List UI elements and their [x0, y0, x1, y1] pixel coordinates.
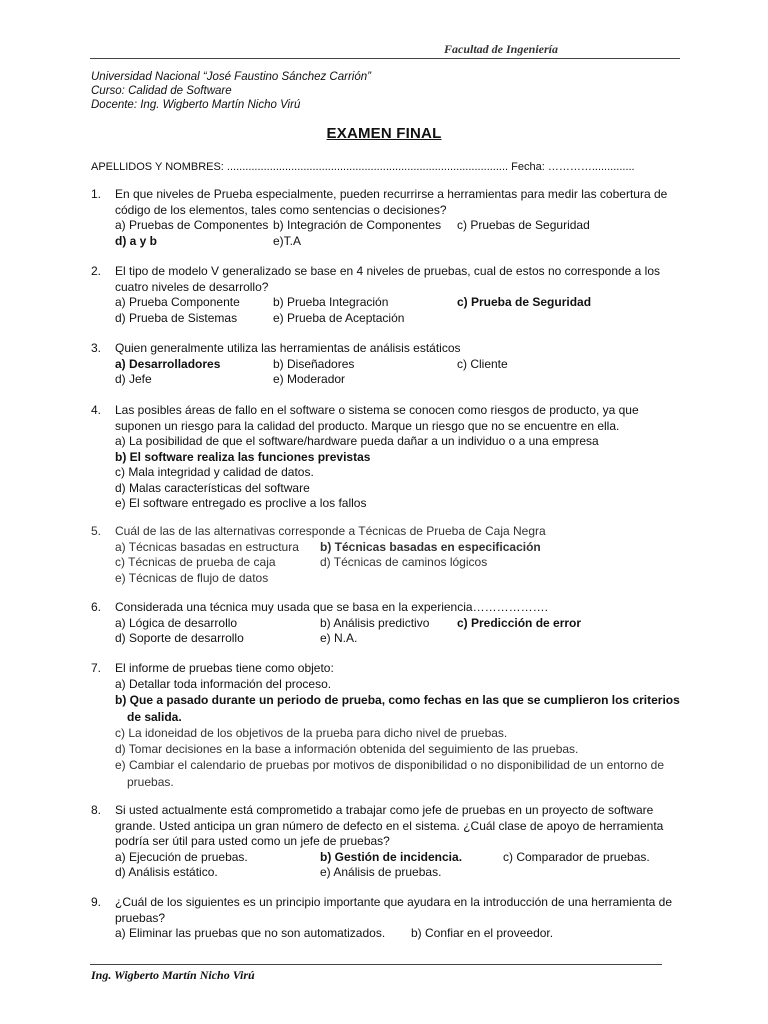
option-a: a) Desarrolladores [115, 356, 221, 371]
header-divider [90, 58, 680, 59]
option-a: a) Detallar toda información del proceso. [115, 676, 332, 691]
option-b: b) Confiar en el proveedor. [411, 926, 554, 940]
question-text: El informe de pruebas tiene como objeto: [115, 661, 334, 675]
option-e: e)T.A [273, 233, 302, 248]
option-c: c) Mala integridad y calidad de datos. [115, 465, 314, 479]
question-number: 6. [91, 600, 102, 614]
footer-divider [90, 964, 662, 965]
question-8 [91, 803, 681, 881]
question-text: En que niveles de Prueba especialmente, pueden recurrirse a herramientas para medir las cobertura de código de los elementos, tales como sentencias o decisiones? [115, 187, 668, 217]
course-name: Curso: Calidad de Software [91, 85, 232, 97]
option-c: c) La idoneidad de los objetivos de la prueba para dicho nivel de pruebas. [115, 726, 508, 740]
option-d: d) Prueba de Sistemas [115, 310, 238, 325]
question-5 [91, 524, 681, 586]
question-number: 8. [91, 803, 102, 817]
question-text: ¿Cuál de los siguientes es un principio importante que ayudara en la introducción de una herramienta de pruebas? [115, 895, 673, 925]
question-text: Las posibles áreas de fallo en el software o sistema se conocen como riesgos de producto, ya que suponen un riesgo para la calidad del producto. Marque un riesgo que no se encuentre en ella. [115, 403, 639, 433]
teacher-name: Docente: Ing. Wigberto Martín Nicho Virú [91, 99, 301, 111]
course-info [91, 70, 371, 112]
question-9 [91, 895, 681, 942]
question-number: 5. [91, 524, 102, 538]
question-number: 3. [91, 341, 102, 355]
question-2 [91, 264, 681, 326]
option-a: a) Lógica de desarrollo [115, 615, 238, 630]
option-d: d) Soporte de desarrollo [115, 631, 244, 645]
question-3 [91, 341, 681, 388]
student-name-line: APELLIDOS Y NOMBRES: ............................................................................................ Fecha: ………….............. [91, 161, 635, 173]
option-e: e) Moderador [273, 372, 346, 386]
option-b: b) El software realiza las funciones previstas [115, 449, 371, 464]
option-d: d) Análisis estático. [115, 865, 218, 879]
option-b: b) Integración de Componentes [273, 218, 442, 232]
option-a: a) Ejecución de pruebas. [115, 849, 248, 864]
option-b: b) Prueba Integración [273, 295, 389, 309]
option-b: b) Diseñadores [273, 356, 355, 371]
question-text: Si usted actualmente está comprometido a trabajar como jefe de pruebas en un proyecto de software grande. Usted anticipa un gran número de defecto en el sistema. ¿Cuál clase de apoyo de herramienta podría ser útil para usted como un jefe de pruebas? [115, 803, 664, 848]
option-d: d) Técnicas de caminos lógicos [320, 555, 488, 569]
option-c: c) Prueba de Seguridad [457, 295, 592, 309]
option-a: a) La posibilidad de que el software/hardware pueda dañar a un individuo o a una empresa [115, 434, 599, 448]
question-text: El tipo de modelo V generalizado se base en 4 niveles de pruebas, cual de estos no corresponde a los cuatro niveles de desarrollo? [115, 264, 661, 294]
option-b: b) Análisis predictivo [320, 615, 430, 630]
option-c: c) Técnicas de prueba de caja [115, 555, 276, 569]
option-d: d) Malas características del software [115, 480, 310, 495]
exam-title: EXAMEN FINAL [326, 125, 442, 142]
question-7 [91, 661, 681, 791]
option-b: b) Técnicas basadas en especificación [320, 539, 541, 554]
question-6 [91, 600, 681, 647]
option-d: d) Jefe [115, 372, 152, 386]
option-a: a) Prueba Componente [115, 295, 240, 309]
option-e: e) Prueba de Aceptación [273, 310, 405, 325]
question-number: 7. [91, 661, 102, 675]
question-number: 9. [91, 895, 102, 909]
option-e: e) Análisis de pruebas. [320, 865, 442, 879]
option-d: d) Tomar decisiones en la base a información obtenida del seguimiento de las pruebas. [115, 741, 579, 756]
option-c: c) Comparador de pruebas. [503, 849, 650, 864]
question-text: Considerada una técnica muy usada que se basa en la experiencia………………. [115, 600, 548, 614]
option-b: b) Que a pasado durante un periodo de prueba, como fechas en las que se cumplieron los criterios de salida. [115, 693, 680, 724]
question-1 [91, 187, 681, 249]
option-e: e) Técnicas de flujo de datos [115, 570, 269, 585]
question-text: Quien generalmente utiliza las herramientas de análisis estáticos [115, 341, 461, 355]
option-e: e) N.A. [320, 631, 358, 645]
option-e: e) El software entregado es proclive a los fallos [115, 496, 367, 510]
option-b: b) Gestión de incidencia. [320, 849, 463, 864]
footer-teacher: Ing. Wigberto Martín Nicho Virú [91, 968, 255, 982]
option-d: d) a y b [115, 233, 158, 248]
university-name: Universidad Nacional “José Faustino Sánchez Carrión” [91, 71, 371, 83]
option-e: e) Cambiar el calendario de pruebas por motivos de disponibilidad o no disponibilidad de un entorno de pruebas. [115, 758, 665, 789]
question-number: 4. [91, 403, 102, 417]
option-a: a) Pruebas de Componentes [115, 218, 269, 232]
option-c: c) Predicción de error [457, 615, 582, 630]
option-c: c) Pruebas de Seguridad [457, 218, 590, 232]
option-a: a) Técnicas basadas en estructura [115, 539, 299, 554]
question-4 [91, 403, 681, 512]
question-text: Cuál de las de las alternativas corresponde a Técnicas de Prueba de Caja Negra [115, 524, 546, 538]
faculty-header: Facultad de Ingeniería [443, 42, 558, 56]
question-number: 2. [91, 264, 102, 278]
question-number: 1. [91, 187, 102, 201]
option-a: a) Eliminar las pruebas que no son automatizados. [115, 926, 386, 940]
option-c: c) Cliente [457, 356, 508, 371]
